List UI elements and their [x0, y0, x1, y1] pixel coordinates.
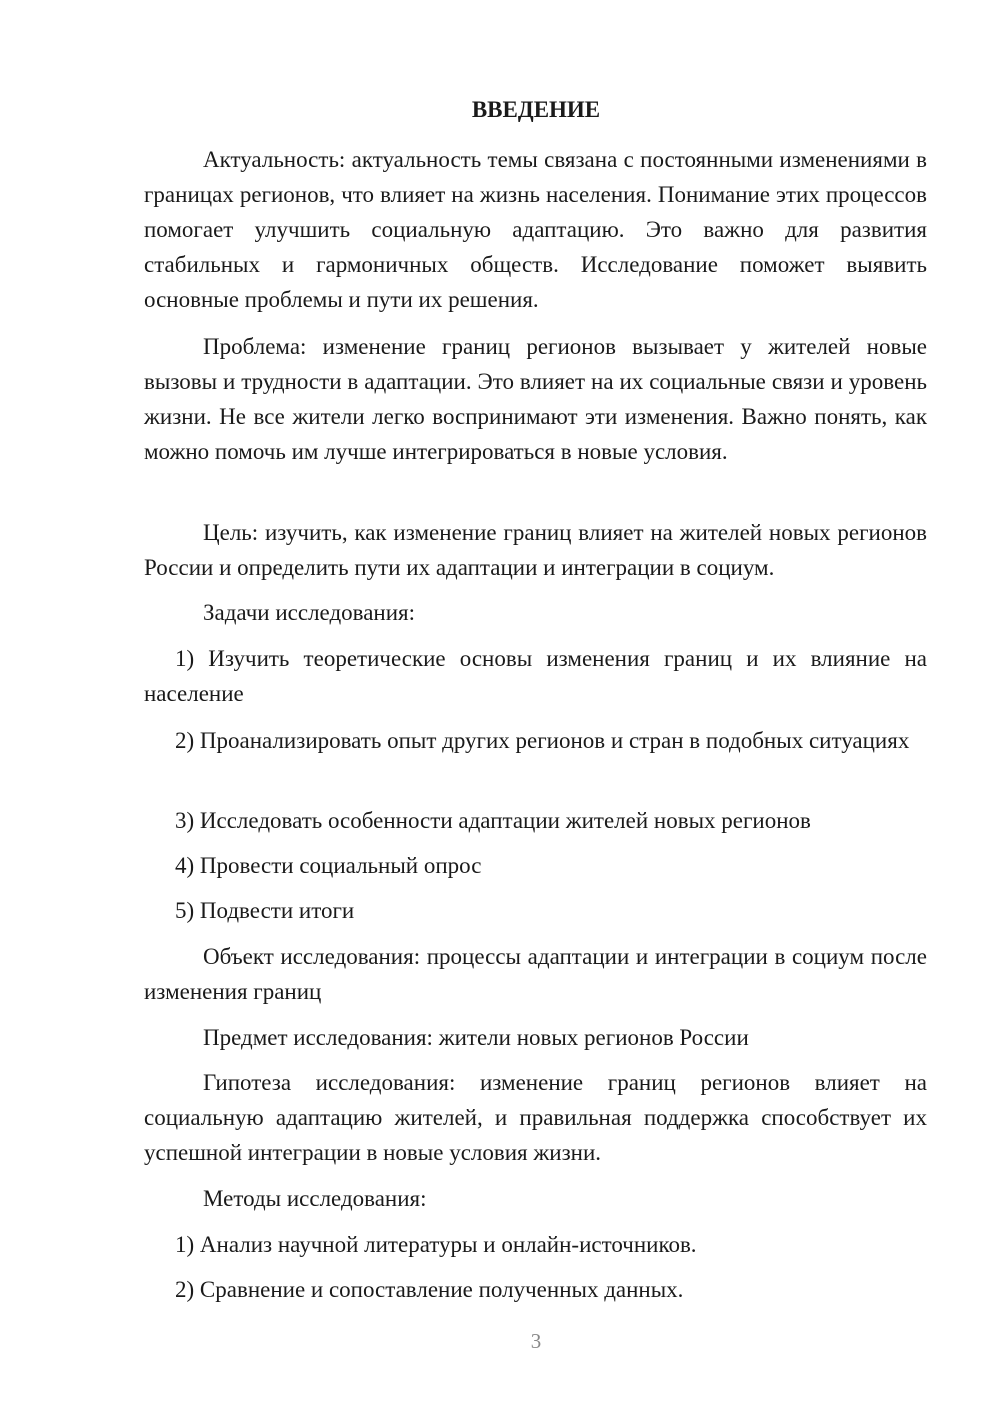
hypothesis-paragraph: Гипотеза исследования: изменение границ регионов влияет на социальную адаптацию жителей, и правильная поддержка способствует их успешной интеграции в новые условия жизни. — [144, 1070, 927, 1165]
tasks-heading: Задачи исследования: — [203, 600, 416, 625]
methods-heading: Методы исследования: — [203, 1186, 427, 1211]
relevance-paragraph: Актуальность: актуальность темы связана с постоянными изменениями в границах регионов, что влияет на жизнь населения. Понимание этих процессов помогает улучшить социальную адаптацию. Это важно для развития стабильных и гармоничных обществ. Исследование поможет выявить основные проблемы и пути их решения. — [144, 147, 927, 312]
section-title: ВВЕДЕНИЕ — [471, 97, 601, 122]
page-number: 3 — [530, 1329, 542, 1353]
task-item-3: 3) Исследовать особенности адаптации жителей новых регионов — [175, 808, 811, 833]
task-item-1: 1) Изучить теоретические основы изменения границ и их влияние на население — [144, 646, 927, 706]
task-item-4: 4) Провести социальный опрос — [175, 853, 482, 878]
subject-paragraph: Предмет исследования: жители новых регионов России — [203, 1025, 749, 1050]
problem-paragraph: Проблема: изменение границ регионов вызывает у жителей новые вызовы и трудности в адаптации. Это влияет на их социальные связи и уровень жизни. Не все жители легко воспринимают эти изменения. Важно понять, как можно помочь им лучше интегрироваться в новые условия. — [144, 334, 927, 464]
task-item-2: 2) Проанализировать опыт других регионов и стран в подобных ситуациях — [175, 728, 910, 753]
method-item-1: 1) Анализ научной литературы и онлайн-источников. — [175, 1232, 697, 1257]
task-item-5: 5) Подвести итоги — [175, 898, 355, 923]
object-paragraph: Объект исследования: процессы адаптации и интеграции в социум после изменения границ — [144, 944, 927, 1004]
method-item-2: 2) Сравнение и сопоставление полученных данных. — [175, 1277, 684, 1302]
goal-paragraph: Цель: изучить, как изменение границ влияет на жителей новых регионов России и определить пути их адаптации и интеграции в социум. — [144, 520, 927, 580]
